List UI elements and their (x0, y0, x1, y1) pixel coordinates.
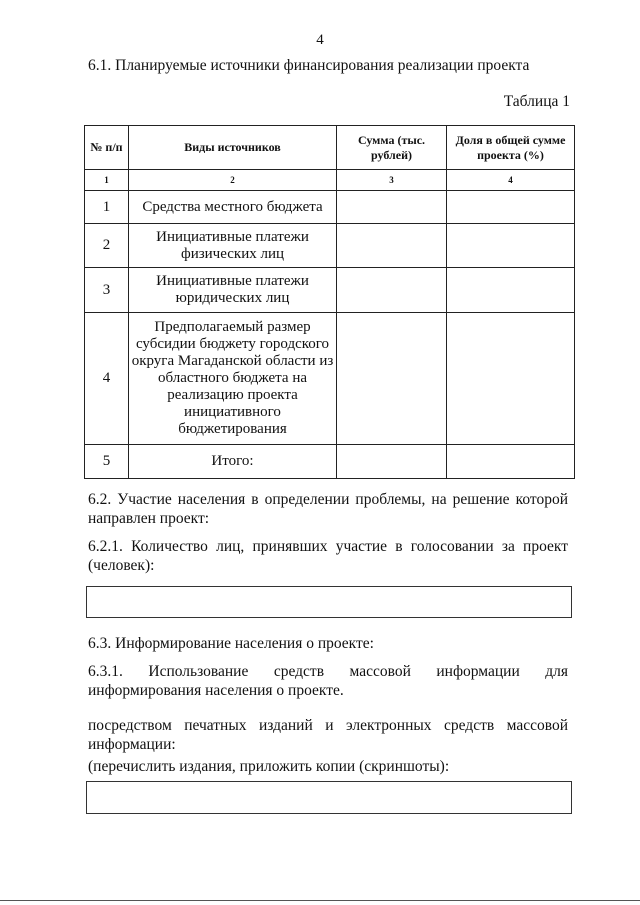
table-row (85, 313, 575, 445)
media-list-field[interactable] (86, 781, 572, 814)
row-sum-cell[interactable] (337, 445, 447, 479)
row-source: Инициативные платежи юридических лиц (129, 268, 337, 313)
row-source-total: Итого: (129, 445, 337, 479)
section-6-2-1-text: 6.2.1. Количество лиц, принявших участие в голосовании за проект (человек): (88, 538, 568, 574)
table-row (85, 445, 575, 479)
header-num: № п/п (85, 126, 129, 170)
index-cell: 4 (447, 170, 575, 191)
header-source: Виды источников (129, 126, 337, 170)
index-cell: 1 (85, 170, 129, 191)
row-share-cell[interactable] (447, 268, 575, 313)
row-share-cell[interactable] (447, 224, 575, 268)
page-bottom-edge (0, 900, 640, 901)
row-sum-cell[interactable] (337, 224, 447, 268)
table-row (85, 191, 575, 224)
row-source: Инициативные платежи физических лиц (129, 224, 337, 268)
row-sum-cell[interactable] (337, 191, 447, 224)
section-6-2-text: 6.2. Участие населения в определении проблемы, на решение которой направлен проект: (88, 491, 568, 527)
media-text: посредством печатных изданий и электронных средств массовой информации: (88, 717, 568, 753)
page-number: 4 (316, 32, 324, 48)
section-6-3-1-text: 6.3.1. Использование средств массовой информации для информирования населения о проекте. (88, 663, 568, 699)
table-index-row (85, 170, 575, 191)
section-6-1-heading: 6.1. Планируемые источники финансирования реализации проекта (88, 57, 530, 74)
row-share-cell[interactable] (447, 445, 575, 479)
participants-count-field[interactable] (86, 586, 572, 618)
section-6-3-text: 6.3. Информирование населения о проекте: (88, 635, 374, 652)
list-instruction: (перечислить издания, приложить копии (скриншоты): (88, 758, 450, 775)
index-cell: 2 (129, 170, 337, 191)
row-sum-cell[interactable] (337, 268, 447, 313)
row-num: 5 (85, 445, 129, 479)
row-source: Средства местного бюджета (129, 191, 337, 224)
index-cell: 3 (337, 170, 447, 191)
table-row (85, 268, 575, 313)
row-num: 3 (85, 268, 129, 313)
table-row (85, 224, 575, 268)
row-source: Предполагаемый размер субсидии бюджету городского округа Магаданской области из областного бюджета на реализацию проекта инициативного бюджетирования (129, 313, 337, 445)
row-share-cell[interactable] (447, 191, 575, 224)
row-sum-cell[interactable] (337, 313, 447, 445)
header-sum: Сумма (тыс. рублей) (337, 126, 447, 170)
row-num: 2 (85, 224, 129, 268)
row-num: 4 (85, 313, 129, 445)
financing-sources-table (84, 125, 575, 479)
table-caption: Таблица 1 (503, 93, 570, 110)
table-header-row (85, 126, 575, 170)
row-share-cell[interactable] (447, 313, 575, 445)
header-share: Доля в общей сумме проекта (%) (447, 126, 575, 170)
row-num: 1 (85, 191, 129, 224)
